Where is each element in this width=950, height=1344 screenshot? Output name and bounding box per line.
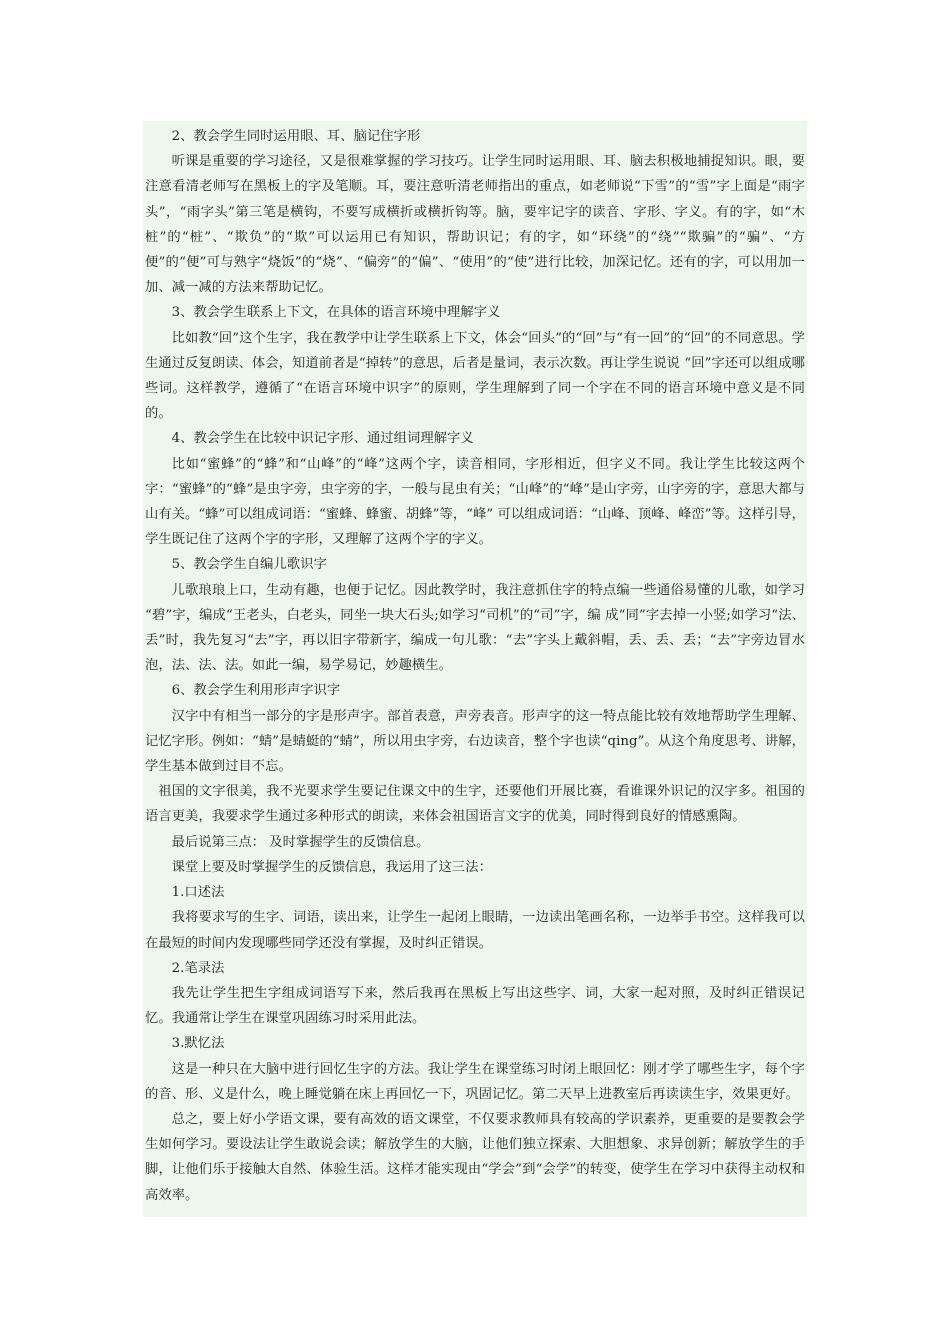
- body-paragraph: 我将要求写的生字、词语，读出来，让学生一起闭上眼睛，一边读出笔画名称，一边举手书空。这样我可以在最短的时间内发现哪些同学还没有掌握，及时纠正错误。: [145, 910, 805, 951]
- body-paragraph: 最后说第三点： 及时掌握学生的反馈信息。: [171, 834, 430, 850]
- method-heading-1: 1.口述法: [171, 885, 225, 901]
- body-paragraph: 我先让学生把生字组成词语写下来，然后我再在黑板上写出这些字、词，大家一起对照，及时纠正错误记忆。我通常让学生在课堂巩固练习时采用此法。: [145, 985, 805, 1027]
- body-paragraph: 听课是重要的学习途径，又是很难掌握的学习技巧。让学生同时运用眼、耳、脑去积极地捕捉知识。眼，要注意看清老师写在黑板上的字及笔顺。耳，要注意听清老师指出的重点，如老师说“下雪”的“雪”字上面是“雨字头”，“雨字头”第三笔是横钩，不要写成横折或横折钩等。脑，要牢记字的读音、字形、字义。有的字，如“木桩”的“桩”、“欺负”的“欺”可以运用已有知识，帮助识记；有的字，如“环绕”的“绕”“欺骗”的“骗”、“方便”的“便”可与熟字“烧饭”的“烧”、“偏旁”的“偏”、“使用”的“使”进行比较，加深记忆。还有的字，可以用加一加、减一减的方法来帮助记忆。: [145, 154, 805, 296]
- body-paragraph: 祖国的文字很美，我不光要求学生要记住课文中的生字，还要他们开展比赛，看谁课外识记的汉字多。祖国的语言更美，我要求学生通过多种形式的朗读，来体会祖国语言文字的优美，同时得到良好的情感熏陶。: [145, 784, 805, 825]
- section-heading-3: 3、教会学生联系上下文，在具体的语言环境中理解字义: [171, 305, 501, 321]
- body-paragraph: 比如教“回”这个生字，我在教学中让学生联系上下文，体会“回头”的“回”与“有一回”的“回”的不同意思。学生通过反复朗读、体会，知道前者是“掉转”的意思，后者是量词，表示次数。再让学生说说 “回”字还可以组成哪些词。这样教学，遵循了“在语言环境中识字”的原则，学生理解到了同一个字在不同的语言环境中意义是不同的。: [145, 330, 805, 422]
- section-heading-2: 2、教会学生同时运用眼、耳、脑记住字形: [171, 129, 421, 144]
- document-page: [143, 121, 807, 1217]
- section-heading-6: 6、教会学生利用形声字识字: [171, 683, 341, 699]
- body-paragraph: 比如“蜜蜂”的“蜂”和“山峰”的“峰”这两个字，读音相同，字形相近，但字义不同。我让学生比较这两个字：“蜜蜂”的“蜂”是虫字旁，虫字旁的字，一般与昆虫有关；“山峰”的“峰”是山字旁，山字旁的字，意思大都与山有关。“蜂”可以组成词语：“蜜蜂、蜂蜜、胡蜂”等，“峰” 可以组成词语：“山峰、顶峰、峰峦”等。这样引导，学生既记住了这两个字的字形，又理解了这两个字的字义。: [145, 456, 805, 548]
- body-paragraph: 儿歌琅琅上口，生动有趣，也便于记忆。因此教学时，我注意抓住字的特点编一些通俗易懂的儿歌，如学习 “碧”字，编成“王老头，白老头，同坐一块大石头;如学习“司机”的“司”字，编 成“同”字去掉一小竖;如学习“法、丢”时，我先复习“去”字，再以旧字带新字，编成一句儿歌：“去”字头上戴斜帽，丢、丢、丢；“去”字旁边冒水泡，法、法、法。如此一编，易学易记，妙趣横生。: [145, 582, 805, 674]
- section-heading-5: 5、教会学生自编儿歌识字: [171, 557, 327, 573]
- section-heading-4: 4、教会学生在比较中识记字形、通过组词理解字义: [171, 431, 474, 447]
- method-heading-3: 3.默忆法: [171, 1036, 225, 1052]
- body-paragraph: 课堂上要及时掌握学生的反馈信息，我运用了这三法：: [171, 859, 492, 875]
- method-heading-2: 2.笔录法: [171, 960, 225, 976]
- conclusion-paragraph: 总之，要上好小学语文课，要有高效的语文课堂，不仅要求教师具有较高的学识素养，更重要的是要教会学生如何学习。要设法让学生敢说会读；解放学生的大脑，让他们独立探索、大胆想象、求异创新；解放学生的手脚，让他们乐于接触大自然、体验生活。这样才能实现由“学会”到“会学”的转变，使学生在学习中获得主动权和高效率。: [145, 1111, 805, 1203]
- body-paragraph: 汉字中有相当一部分的字是形声字。部首表意，声旁表音。形声字的这一特点能比较有效地帮助学生理解、记忆字形。例如：“蜻”是蜻蜓的“蜻”，所以用虫字旁，右边读音，整个字也读“qing”。从这个角度思考、讲解，学生基本做到过目不忘。: [145, 708, 805, 775]
- body-paragraph: 这是一种只在大脑中进行回忆生字的方法。我让学生在课堂练习时闭上眼回忆：刚才学了哪些生字，每个字的音、形、义是什么，晚上睡觉躺在床上再回忆一下，巩固记忆。第二天早上进教室后再读读生字，效果更好。: [145, 1061, 805, 1102]
